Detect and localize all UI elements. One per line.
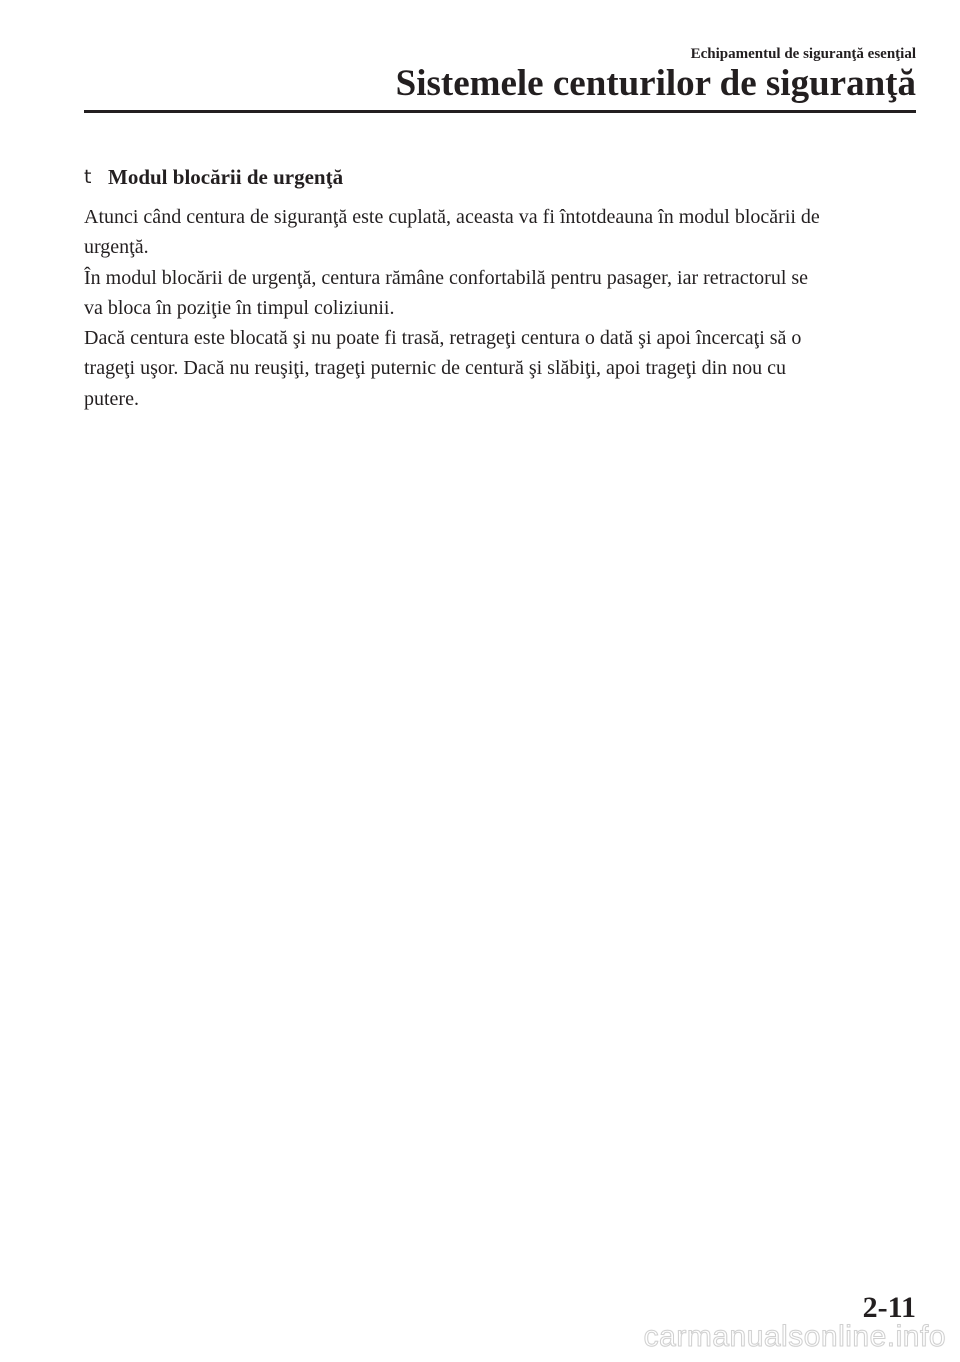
page-title: Sistemele centurilor de siguranţă: [395, 63, 916, 104]
body-line: trageţi uşor. Dacă nu reuşiţi, trageţi puternic de centură şi slăbiţi, apoi trageţi din nou cu: [84, 357, 787, 380]
bullet-icon: t: [84, 166, 92, 188]
subsection-title: Modul blocării de urgenţă: [108, 165, 344, 189]
watermark: carmanualsonline.info: [643, 1320, 946, 1353]
body-line: În modul blocării de urgenţă, centura rămâne confortabilă pentru pasager, iar retractorul se: [84, 266, 809, 289]
chapter-title: Echipamentul de siguranţă esenţial: [690, 46, 916, 62]
body-line: va bloca în poziţie în timpul coliziunii.: [84, 296, 395, 319]
body-paragraph: [84, 202, 920, 414]
body-line: putere.: [84, 387, 139, 410]
page-number: 2-11: [862, 1291, 916, 1324]
body-line: Dacă centura este blocată şi nu poate fi trasă, retrageţi centura o dată şi apoi încercaţi să o: [84, 327, 802, 350]
header-divider: [84, 110, 916, 113]
subsection-heading: [84, 163, 343, 191]
body-line: Atunci când centura de siguranţă este cuplată, aceasta va fi întotdeauna în modul blocării de: [84, 206, 820, 228]
body-line: urgenţă.: [84, 236, 149, 259]
